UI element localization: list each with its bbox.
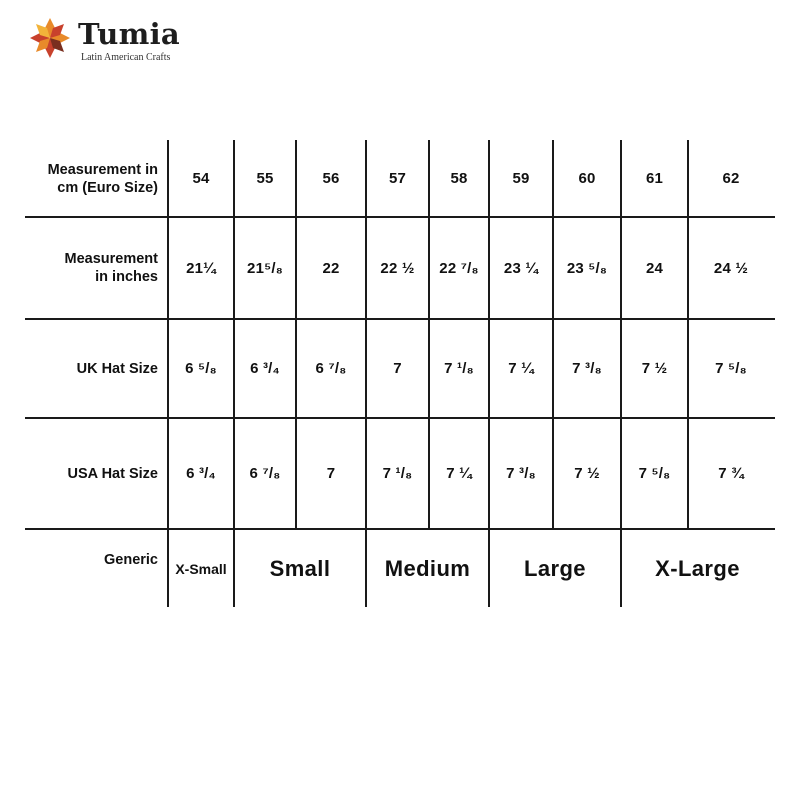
row-label: USA Hat Size — [67, 465, 158, 482]
size-value: 59 — [512, 170, 530, 187]
size-value: 6 ⁵/₈ — [185, 360, 217, 377]
generic-size-large: Large — [524, 556, 586, 581]
size-value: 61 — [645, 170, 664, 187]
size-value: 7 — [393, 360, 402, 377]
size-value: 21¼ — [186, 259, 216, 277]
size-value: 7 ¼ — [508, 360, 534, 377]
size-value: 23 ¼ — [503, 259, 539, 277]
size-value: 54 — [192, 170, 210, 187]
size-value: 62 — [722, 170, 740, 187]
size-value: 7 ¹/₈ — [382, 465, 413, 482]
size-value: 22 ½ — [380, 259, 415, 277]
generic-size-x-large: X-Large — [655, 556, 740, 581]
size-value: 7 ½ — [641, 360, 668, 377]
size-value: 7 ¼ — [446, 465, 472, 482]
size-value: 7 ¹/₈ — [444, 360, 474, 377]
size-value: 57 — [388, 170, 407, 187]
size-value: 6 ⁷/₈ — [249, 465, 281, 482]
size-value: 55 — [256, 170, 274, 187]
size-value: 24 ½ — [713, 259, 749, 277]
brand-tagline: Latin American Crafts — [81, 52, 171, 63]
size-value: 22 — [322, 259, 340, 277]
size-value: 56 — [322, 170, 340, 187]
size-value: 7 ³/₈ — [572, 360, 602, 377]
size-value: 60 — [578, 170, 596, 187]
row-label-generic: Generic — [104, 552, 158, 568]
size-value: 6 ³/₄ — [186, 465, 216, 482]
size-value: 24 — [645, 259, 664, 277]
size-value: 7 ⁵/₈ — [638, 465, 671, 482]
generic-size-medium: Medium — [384, 556, 471, 581]
generic-size-small: Small — [269, 556, 331, 581]
size-value: 7 ³/₈ — [506, 465, 536, 482]
size-value: 23 ⁵/₈ — [566, 259, 608, 277]
size-value: 7 ⁵/₈ — [715, 360, 747, 377]
row-label: Measurement in cm (Euro Size) — [47, 161, 158, 196]
row-label: Measurement in inches — [64, 251, 158, 285]
size-value: 58 — [450, 170, 468, 187]
size-value: 21⁵/₈ — [247, 259, 283, 277]
size-value: 7 — [326, 465, 336, 482]
size-value: 7 ½ — [574, 465, 600, 482]
size-value: 7 ¾ — [718, 465, 744, 482]
brand-name: Tumia — [78, 17, 180, 51]
row-label: UK Hat Size — [76, 360, 158, 377]
size-value: 6 ³/₄ — [250, 360, 280, 377]
size-value: 22 ⁷/₈ — [439, 259, 479, 277]
size-value: 6 ⁷/₈ — [315, 360, 347, 377]
generic-size-x-small: X-Small — [175, 561, 227, 577]
